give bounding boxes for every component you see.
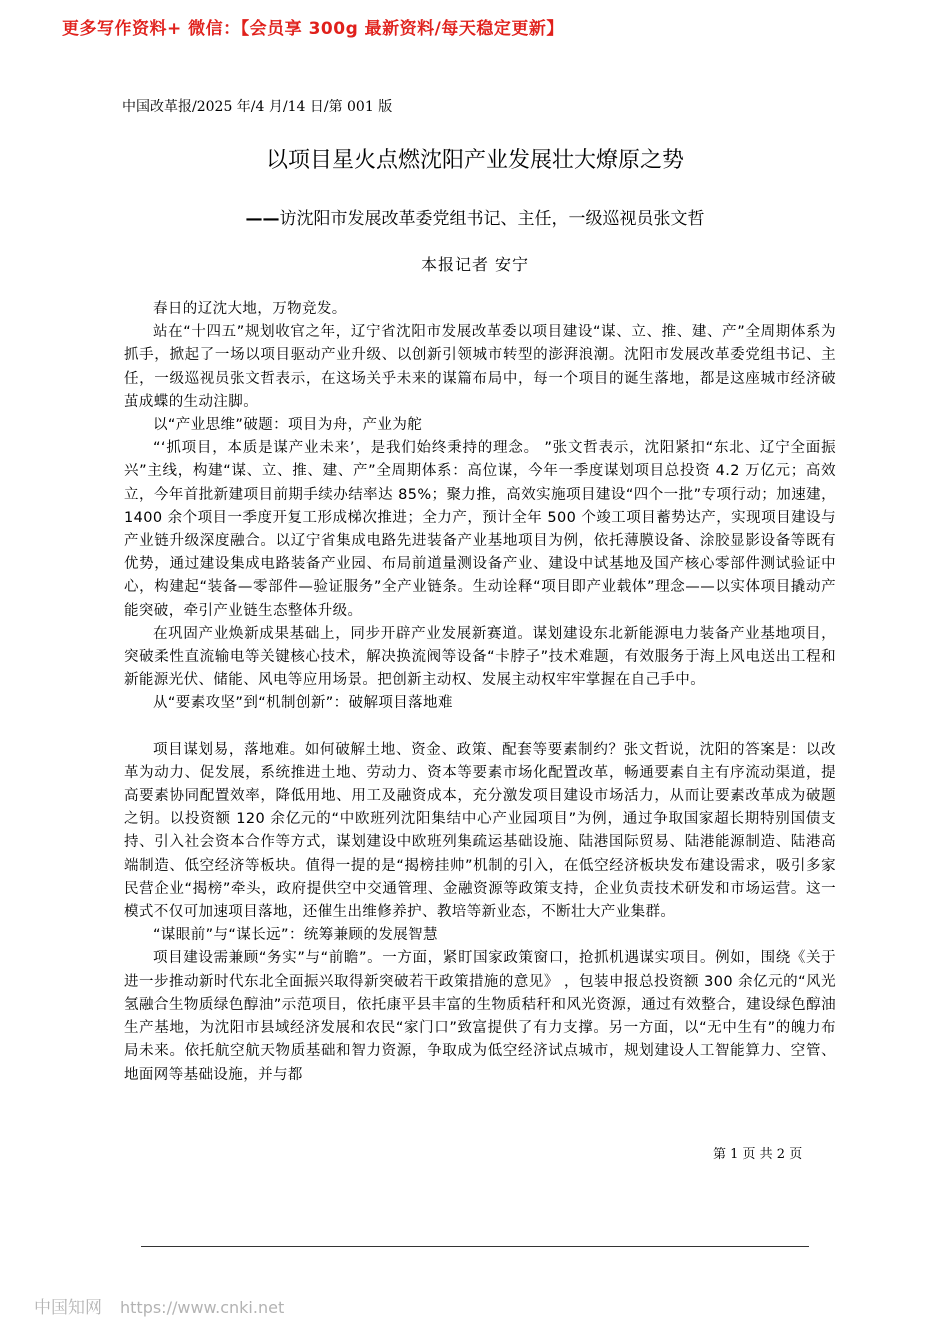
section-heading: 从“要素攻坚”到“机制创新”：破解项目落地难 [153,695,453,712]
footer-divider [141,1246,809,1247]
watermark-url[interactable]: https://www.cnki.net [120,1298,285,1317]
paragraph: “‘抓项目，本质是谋产业未来’，是我们始终秉持的理念。 ”张文哲表示，沈阳紧扣“东北、辽宁全面振兴”主线，构建“谋、立、推、建、产”全周期体系：高位谋，今年一季度谋划项目总投资 4.2 万亿元；高效立，今年首批新建项目前期手续办结率达 85%；聚力推，高效实施项目建设“四个一批”专项行动；加速建，1400 余个项目一季度开复工形成梯次推进；全力产，预计全年 500 个竣工项目蓄势达产，实现项目建设与产业链升级深度融合。以辽宁省集成电路先进装备产业基地项目为例，依托薄膜设备、涂胶显影设备等既有优势，通过建设集成电路装备产业园、布局前道量测设备产业、建设中试基地及国产核心零部件测试验证中心，构建起“装备—零部件—验证服务”全产业链条。生动诠释“项目即产业载体”理念——以实体项目撬动产能突破，牵引产业链生态整体升级。 [124,440,836,619]
source-line: 中国改革报/2025 年/4 月/14 日/第 001 版 [122,99,393,115]
paragraph: 春日的辽沈大地，万物竞发。 [153,301,347,317]
subtitle-text: 访沈阳市发展改革委党组书记、主任，一级巡视员张文哲 [279,209,705,229]
article-subtitle [0,204,950,229]
watermark-brand: 中国知网 [34,1298,102,1318]
article-body [124,298,836,1087]
section-heading: “谋眼前”与“谋长远”：统筹兼顾的发展智慧 [153,927,438,944]
page-number: 第 1 页 共 2 页 [713,1147,803,1162]
paragraph: 项目谋划易，落地难。如何破解土地、资金、政策、配套等要素制约？张文哲说，沈阳的答案是：以改革为动力、促发展，系统推进土地、劳动力、资本等要素市场化配置改革，畅通要素自主有序流动渠道，提高要素协同配置效率，降低用地、用工及融资成本，充分激发项目建设市场活力，从而让要素改革成为破题之钥。以投资额 120 余亿元的“中欧班列沈阳集结中心产业园项目”为例，通过争取国家超长期特别国债支持、引入社会资本合作等方式，谋划建设中欧班列集疏运基础设施、陆港国际贸易、陆港能源制造、陆港高端制造、低空经济等板块。值得一提的是“揭榜挂帅”机制的引入，在低空经济板块发布建设需求，吸引多家民营企业“揭榜”牵头，政府提供空中交通管理、金融资源等政策支持，企业负责技术研发和市场运营。这一模式不仅可加速项目落地，还催生出维修养护、教培等新业态，不断壮大产业集群。 [124,741,836,921]
byline: 本报记者 安宁 [420,255,530,274]
paragraph: 项目建设需兼顾“务实”与“前瞻”。一方面，紧盯国家政策窗口，抢抓机遇谋实项目。例如，围绕《关于进一步推动新时代东北全面振兴取得新突破若干政策措施的意见》 ，包装申报总投资额 300 余亿元的“风光氢融合生物质绿色醇油”示范项目，依托康平县丰富的生物质秸秆和风光资源，通过有效整合，建设绿色醇油生产基地，为沈阳市县域经济发展和农民“家门口”致富提供了有力支撑。另一方面，以“无中生有”的魄力布局未来。依托航空航天物质基础和智力资源，争取成为低空经济试点城市，规划建设人工智能算力、空管、地面网等基础设施，并与都 [124,950,836,1083]
paragraph: 站在“十四五”规划收官之年，辽宁省沈阳市发展改革委以项目建设“谋、立、推、建、产”全周期体系为抓手，掀起了一场以项目驱动产业升级、以创新引领城市转型的澎湃浪潮。沈阳市发展改革委党组书记、主任，一级巡视员张文哲表示，在这场关乎未来的谋篇布局中，每一个项目的诞生落地，都是这座城市经济破茧成蝶的生动注脚。 [124,324,836,410]
subtitle-dash: —— [245,209,280,229]
section-heading: 以“产业思维”破题：项目为舟，产业为舵 [153,417,423,434]
paragraph: 在巩固产业焕新成果基础上，同步开辟产业发展新赛道。谋划建设东北新能源电力装备产业基地项目，突破柔性直流输电等关键核心技术，解决换流阀等设备“卡脖子”技术难题，有效服务于海上风电送出工程和新能源光伏、储能、风电等应用场景。把创新主动权、发展主动权牢牢掌握在自己手中。 [124,625,836,689]
cnki-watermark [34,1293,284,1318]
promo-banner: 更多写作资料+ 微信：【会员享 300g 最新资料/每天稳定更新】 [62,19,564,39]
article-title: 以项目星火点燃沈阳产业发展壮大燎原之势 [265,148,684,173]
